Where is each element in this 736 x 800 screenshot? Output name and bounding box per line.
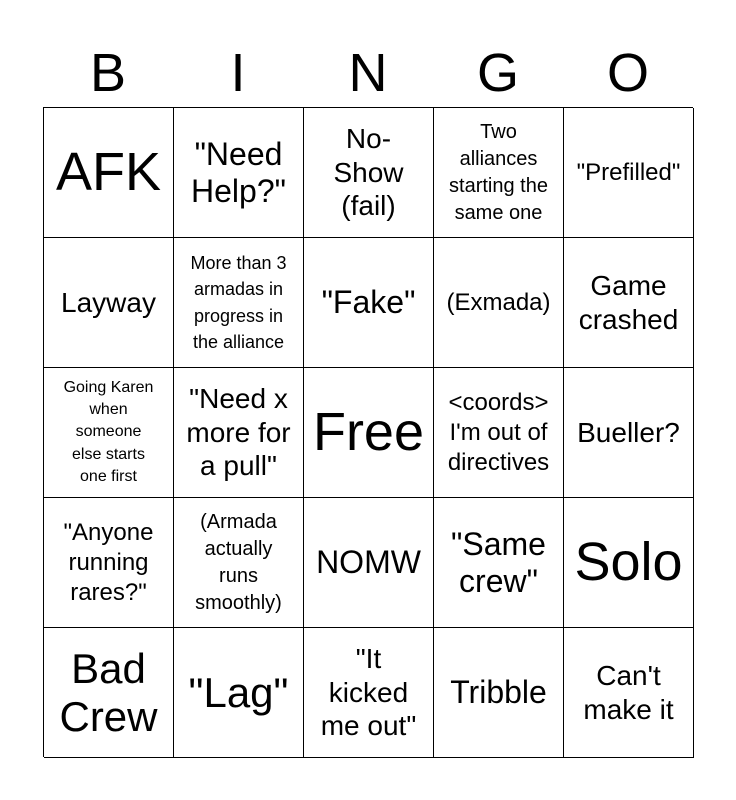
bingo-cell[interactable] [174,108,304,238]
cell-text: AFK [55,142,162,203]
cell-text: "Need x more for a pull" [186,383,291,482]
bingo-cell[interactable] [434,108,564,238]
cell-text: Tribble [450,674,547,711]
cell-text: <coords> I'm out of directives [447,388,550,476]
bingo-cell[interactable] [174,628,304,758]
cell-text: "Same crew" [451,525,546,599]
bingo-cell[interactable] [304,108,434,238]
bingo-cell[interactable] [174,238,304,368]
cell-text: "Fake" [321,284,416,321]
bingo-cell[interactable] [564,498,694,628]
cell-text: "Lag" [188,668,289,716]
cell-text: More than 3 armadas in progress in the alliance [190,253,287,352]
bingo-cell[interactable] [434,498,564,628]
cell-text: Can't make it [583,659,674,725]
bingo-header [43,40,693,106]
bingo-cell[interactable] [304,628,434,758]
bingo-cell[interactable] [564,368,694,498]
bingo-cell[interactable] [434,368,564,498]
free-space-cell[interactable] [304,368,434,498]
header-letter-i: I [230,43,246,103]
cell-text: Layway [61,286,156,318]
cell-text: Bad Crew [59,645,158,740]
cell-text: Two alliances starting the same one [449,120,548,224]
bingo-board [43,107,693,757]
bingo-cell[interactable] [44,368,174,498]
bingo-cell[interactable] [564,238,694,368]
header-letter-n: N [348,43,388,103]
header-letter-b: B [89,43,127,103]
bingo-cell[interactable] [44,498,174,628]
cell-text: "Need Help?" [191,135,286,209]
cell-text: Bueller? [577,416,680,448]
cell-text: "Anyone running rares?" [63,518,154,606]
bingo-cell[interactable] [174,368,304,498]
cell-text: Game crashed [578,269,679,335]
cell-text: Solo [574,532,683,593]
bingo-cell[interactable] [434,238,564,368]
header-letter-g: G [476,43,519,103]
bingo-cell[interactable] [304,498,434,628]
cell-text: "Prefilled" [576,158,681,186]
bingo-cell[interactable] [44,628,174,758]
bingo-cell[interactable] [174,498,304,628]
bingo-cell[interactable] [304,238,434,368]
cell-text: (Exmada) [446,288,551,316]
cell-text: Going Karen when someone else starts one first [63,378,154,486]
bingo-cell[interactable] [44,238,174,368]
cell-text: (Armada actually runs smoothly) [195,510,282,614]
cell-text: NOMW [316,544,421,581]
header-letter-o: O [606,43,649,103]
bingo-cell[interactable] [44,108,174,238]
free-space-text: Free [312,402,425,463]
cell-text: "It kicked me out" [320,643,417,742]
bingo-cell[interactable] [564,628,694,758]
bingo-cell[interactable] [434,628,564,758]
cell-text: No- Show (fail) [333,123,404,222]
bingo-cell[interactable] [564,108,694,238]
